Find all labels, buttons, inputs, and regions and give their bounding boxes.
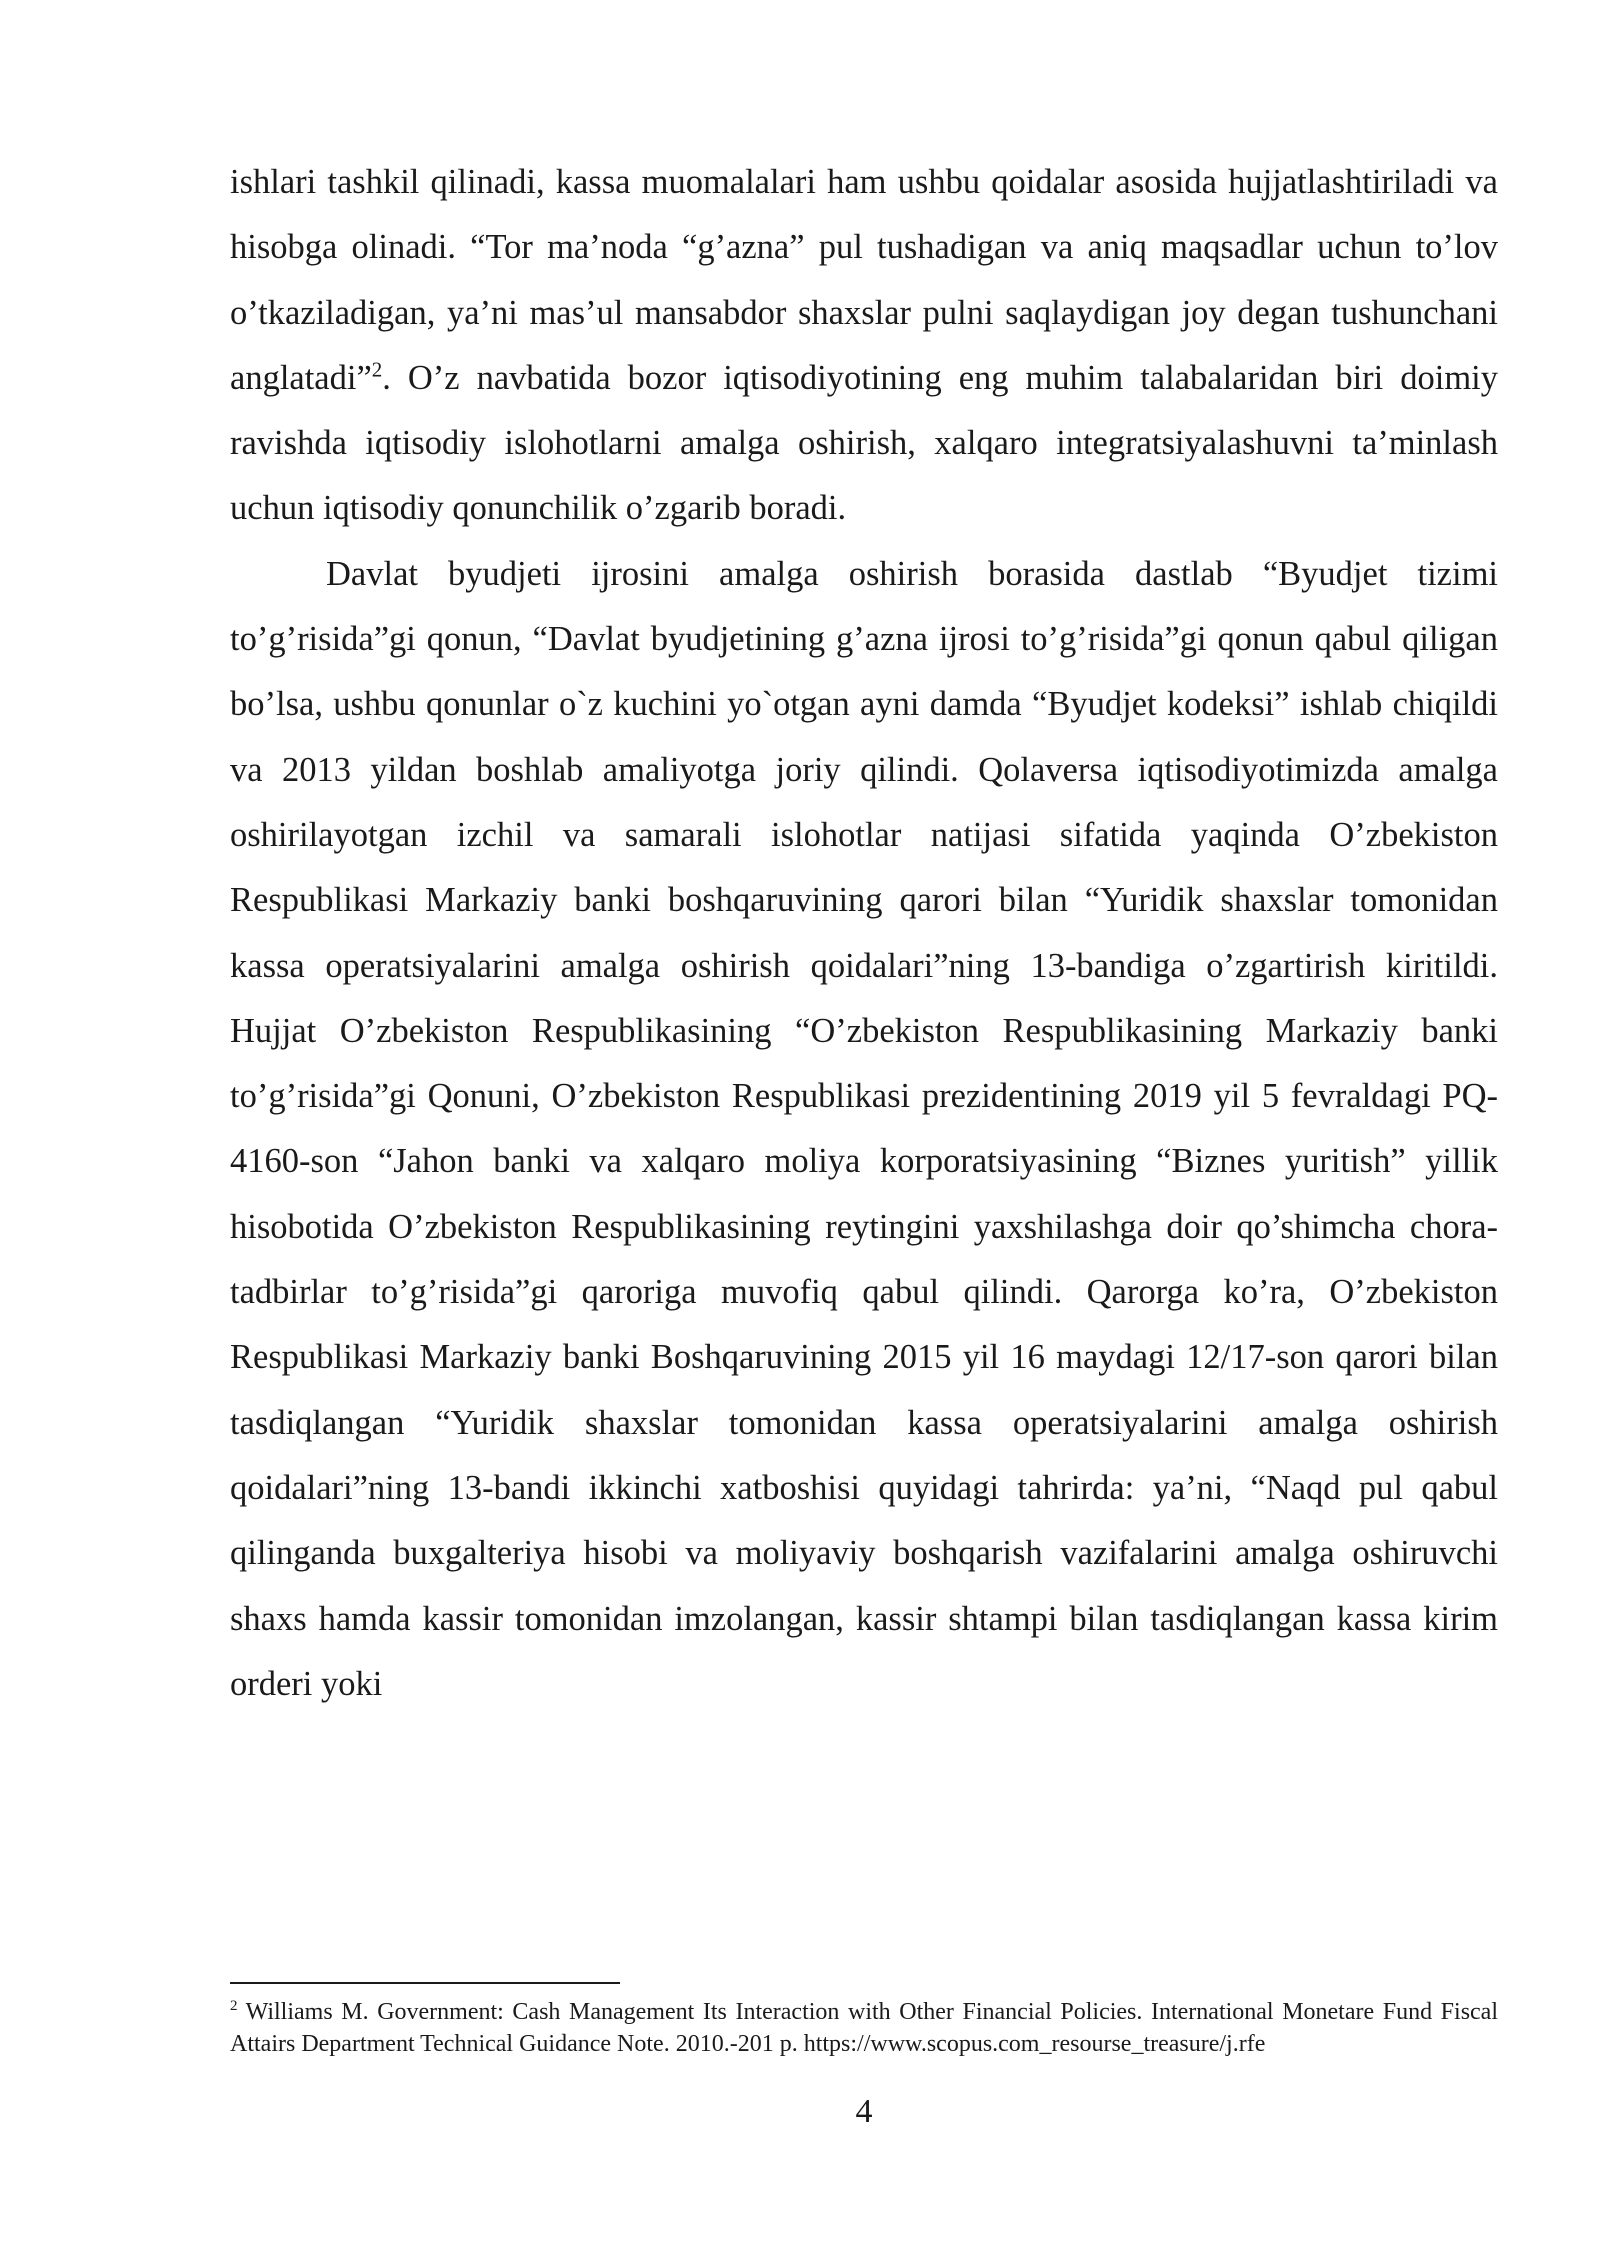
- page-number: 4: [855, 2093, 873, 2130]
- footnote: [230, 1997, 1498, 2060]
- paragraph-1-continuation: . O’z navbatida bozor iqtisodiyotining eng muhim talabalaridan biri doimiy ravishda iqtisodiy islohotlarni amalga oshirish, xalqaro integratsiyalashuvni ta’minlash uchun iqtisodiy qonunchilik o’zgarib boradi.: [230, 358, 1498, 528]
- body-text: [230, 150, 1498, 1717]
- footnote-separator: [230, 1982, 620, 1984]
- footnote-number: 2: [230, 1998, 238, 2014]
- paragraph-1: [230, 150, 1498, 542]
- paragraph-2: Davlat byudjeti ijrosini amalga oshirish borasida dastlab “Byudjet tizimi to’g’risida”gi qonun, “Davlat byudjetining g’azna ijrosi to’g’risida”gi qonun qabul qiligan bo’lsa, ushbu qonunlar o`z kuchini yo`otgan ayni damda “Byudjet kodeksi” ishlab chiqildi va 2013 yildan boshlab amaliyotga joriy qilindi. Qolaversa iqtisodiyotimizda amalga oshirilayotgan izchil va samarali islohotlar natijasi sifatida yaqinda O’zbekiston Respublikasi Markaziy banki boshqaruvining qarori bilan “Yuridik shaxslar tomonidan kassa operatsiyalarini amalga oshirish qoidalari”ning 13-bandiga o’zgartirish kiritildi. Hujjat O’zbekiston Respublikasining “O’zbekiston Respublikasining Markaziy banki to’g’risida”gi Qonuni, O’zbekiston Respublikasi prezidentining 2019 yil 5 fevraldagi PQ-4160-son “Jahon banki va xalqaro moliya korporatsiyasining “Biznes yuritish” yillik hisobotida O’zbekiston Respublikasining reytingini yaxshilashga doir qo’shimcha chora-tadbirlar to’g’risida”gi qaroriga muvofiq qabul qilindi. Qarorga ko’ra, O’zbekiston Respublikasi Markaziy banki Boshqaruvining 2015 yil 16 maydagi 12/17-son qarori bilan tasdiqlangan “Yuridik shaxslar tomonidan kassa operatsiyalarini amalga oshirish qoidalari”ning 13-bandi ikkinchi xatboshisi quyidagi tahrirda: ya’ni, “Naqd pul qabul qilinganda buxgalteriya hisobi va moliyaviy boshqarish vazifalarini amalga oshiruvchi shaxs hamda kassir tomonidan imzolangan, kassir shtampi bilan tasdiqlangan kassa kirim orderi yoki: [230, 554, 1498, 1703]
- footnote-reference[interactable]: 2: [371, 357, 383, 382]
- paragraph-1-text: ishlari tashkil qilinadi, kassa muomalalari ham ushbu qoidalar asosida hujjatlashtiriladi va hisobga olinadi. “Tor ma’noda “g’azna” pul tushadigan va aniq maqsadlar uchun to’lov o’tkaziladigan, ya’ni mas’ul mansabdor shaxslar pulni saqlaydigan joy degan tushunchani anglatadi”: [230, 163, 1498, 397]
- footnote-text: Williams M. Government: Cash Management Its Interaction with Other Financial Policies. International Monetare Fund Fiscal Attairs Department Technical Guidance Note. 2010.-201 p. https://www.scopus.com_resourse_treasure/j.rfe: [230, 1999, 1498, 2057]
